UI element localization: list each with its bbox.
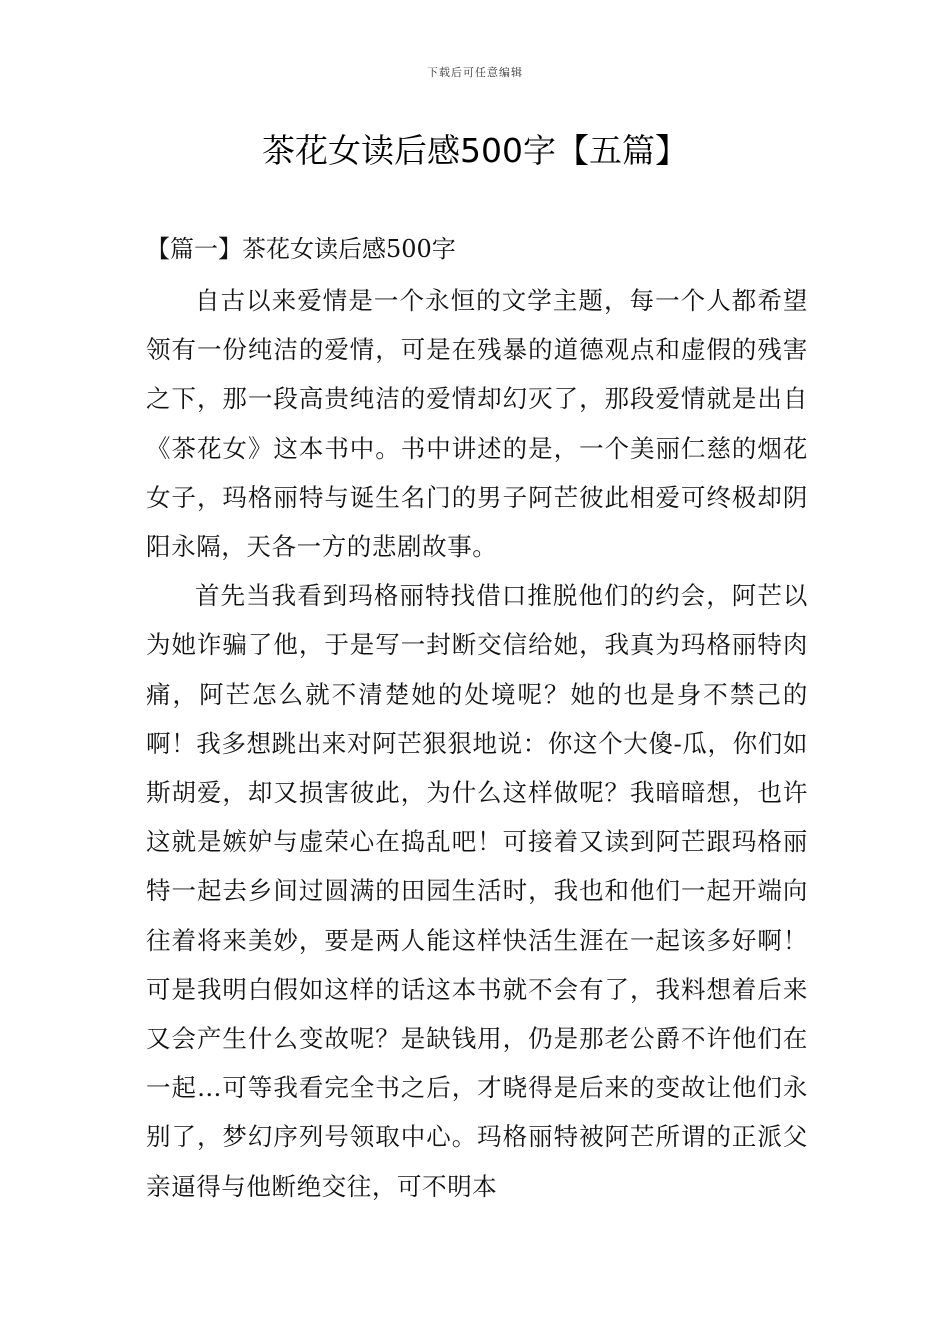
paragraph: 自古以来爱情是一个永恒的文学主题，每一个人都希望领有一份纯洁的爱情，可是在残暴的道德观点和虚假的残害之下，那一段高贵纯洁的爱情却幻灭了，那段爱情就是出自《茶花女》这本书中。书中讲述的是，一个美丽仁慈的烟花女子，玛格丽特与诞生名门的男子阿芒彼此相爱可终极却阴阳永隔，天各一方的悲剧故事。 — [146, 286, 808, 562]
paragraph: 首先当我看到玛格丽特找借口推脱他们的约会，阿芒以为她诈骗了他，于是写一封断交信给她，我真为玛格丽特肉痛，阿芒怎么就不清楚她的处境呢？她的也是身不禁己的啊！我多想跳出来对阿芒狠狠地说：你这个大傻-瓜，你们如斯胡爱，却又损害彼此，为什么这样做呢？我暗暗想，也许这就是嫉妒与虚荣心在捣乱吧！可接着又读到阿芒跟玛格丽特一起去乡间过圆满的田园生活时，我也和他们一起开端向往着将来美妙，要是两人能这样快活生涯在一起该多好啊！可是我明白假如这样的话这本书就不会有了，我料想着后来又会产生什么变故呢？是缺钱用，仍是那老公爵不许他们在一起…可等我看完全书之后，才晓得是后来的变故让他们永别了，梦幻序列号领取中心。玛格丽特被阿芒所谓的正派父亲逼得与他断绝交往，可不明本 — [146, 581, 808, 1201]
document-title: 茶花女读后感500字【五篇】 — [262, 131, 688, 170]
body-text — [146, 276, 808, 1211]
header-note: 下载后可任意编辑 — [427, 66, 523, 79]
section-heading: 【篇一】茶花女读后感500字 — [146, 235, 456, 263]
